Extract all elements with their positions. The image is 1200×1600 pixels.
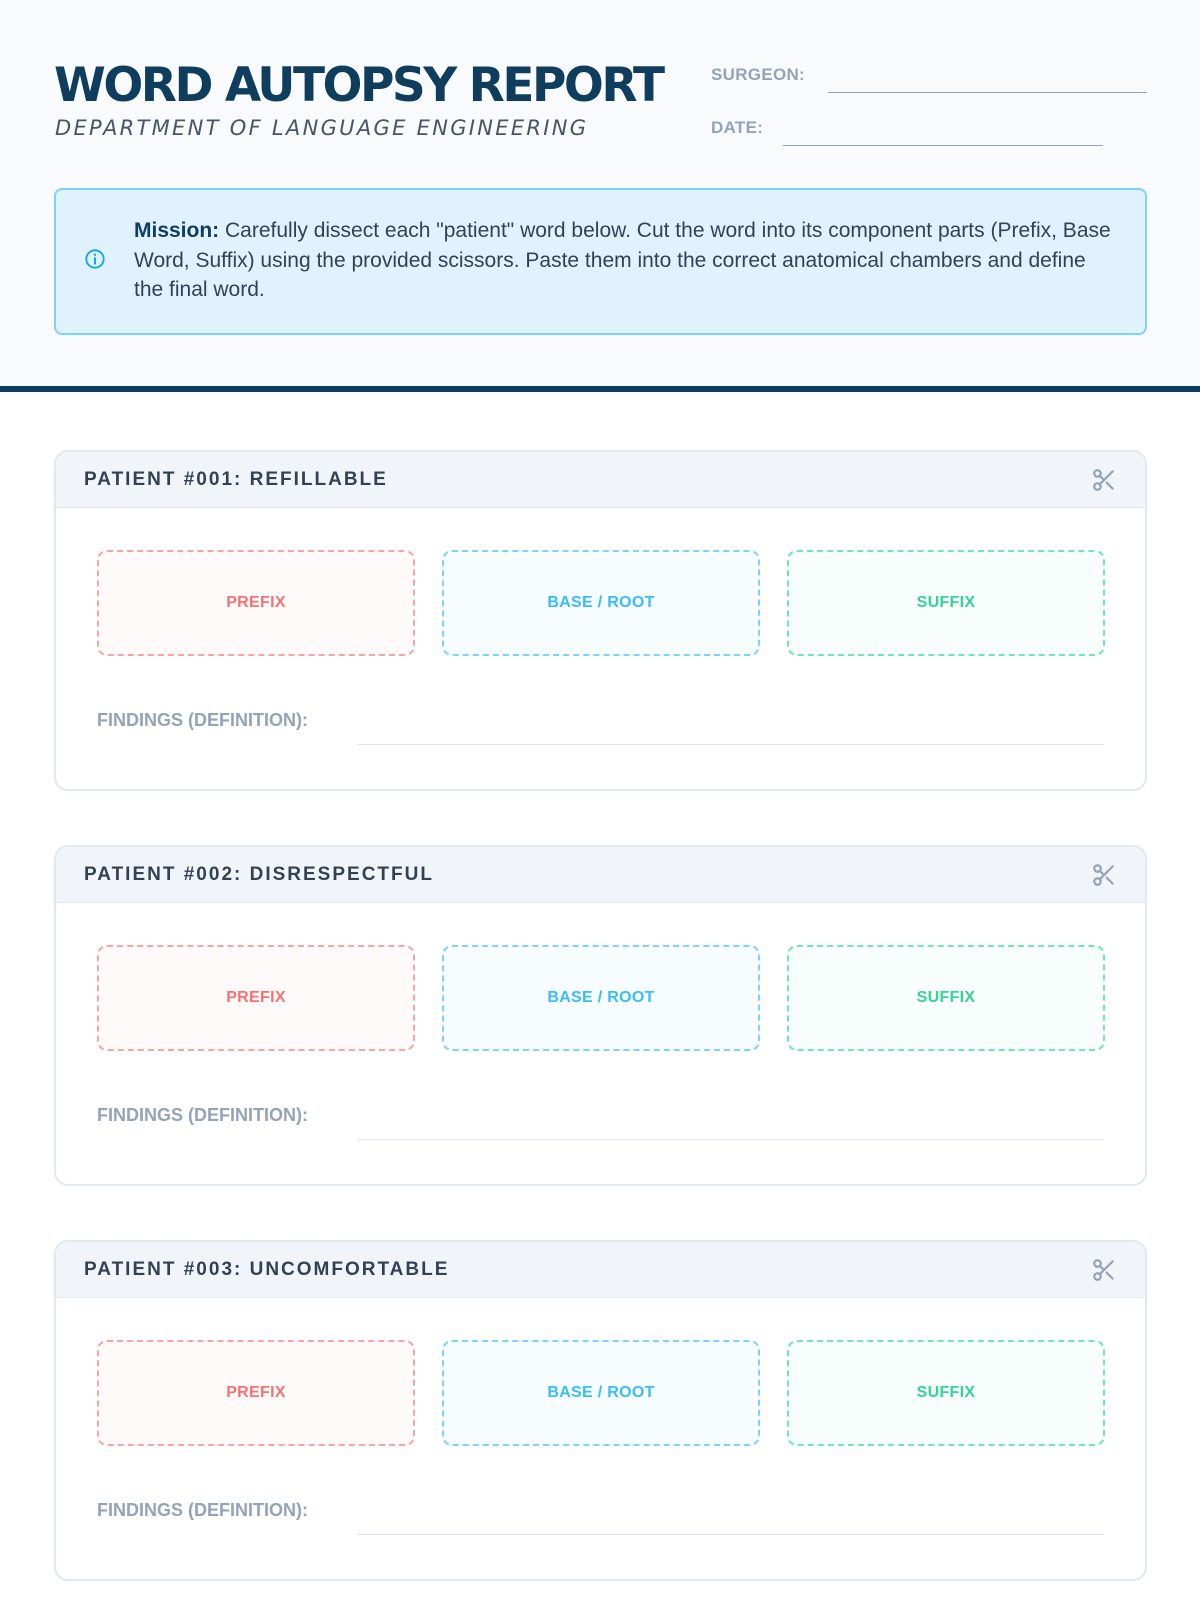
mission-body: Carefully dissect each "patient" word below. Cut the word into its component parts (Prefix, Base Word, Suffix) using the provided scissors. Paste them into the correct anatomical chambers and define the final word. — [134, 219, 1111, 301]
prefix-chamber[interactable] — [97, 1340, 415, 1446]
mission-box — [54, 188, 1147, 335]
report-header — [0, 0, 1200, 392]
suffix-chamber[interactable] — [787, 945, 1105, 1051]
base-chamber[interactable] — [442, 945, 760, 1051]
patient-header — [56, 847, 1145, 903]
mission-text — [134, 216, 1114, 305]
prefix-label: PREFIX — [226, 989, 286, 1006]
mission-lead: Mission: — [134, 219, 220, 242]
base-label: BASE / ROOT — [547, 989, 655, 1006]
base-chamber[interactable] — [442, 1340, 760, 1446]
findings-label: FINDINGS (DEFINITION): — [97, 1105, 308, 1125]
suffix-label: SUFFIX — [916, 989, 976, 1006]
prefix-label: PREFIX — [226, 1384, 286, 1401]
findings-label: FINDINGS (DEFINITION): — [97, 1500, 308, 1520]
prefix-chamber[interactable] — [97, 550, 415, 656]
date-label: DATE: — [711, 118, 764, 137]
suffix-chamber[interactable] — [787, 550, 1105, 656]
suffix-label: SUFFIX — [916, 1384, 976, 1401]
surgeon-label: SURGEON: — [711, 65, 806, 84]
patient-card — [54, 1240, 1147, 1581]
patient-title: PATIENT #001: REFILLABLE — [84, 469, 388, 490]
patient-card — [54, 845, 1147, 1186]
suffix-label: SUFFIX — [916, 594, 976, 611]
suffix-chamber[interactable] — [787, 1340, 1105, 1446]
findings-field[interactable] — [357, 744, 1104, 745]
date-field[interactable] — [783, 145, 1103, 146]
scissors-icon[interactable] — [1091, 467, 1117, 493]
prefix-label: PREFIX — [226, 594, 286, 611]
scissors-icon[interactable] — [1091, 1257, 1117, 1283]
info-icon — [84, 248, 106, 270]
base-chamber[interactable] — [442, 550, 760, 656]
base-label: BASE / ROOT — [547, 594, 655, 611]
patient-header — [56, 1242, 1145, 1298]
patient-title: PATIENT #002: DISRESPECTFUL — [84, 864, 434, 885]
patient-title: PATIENT #003: UNCOMFORTABLE — [84, 1259, 450, 1280]
findings-field[interactable] — [357, 1139, 1104, 1140]
findings-label: FINDINGS (DEFINITION): — [97, 710, 308, 730]
page-subtitle: DEPARTMENT OF LANGUAGE ENGINEERING — [55, 116, 589, 140]
base-label: BASE / ROOT — [547, 1384, 655, 1401]
patient-header — [56, 452, 1145, 508]
patient-card — [54, 450, 1147, 791]
findings-field[interactable] — [357, 1534, 1104, 1535]
scissors-icon[interactable] — [1091, 862, 1117, 888]
page-title: WORD AUTOPSY REPORT — [54, 58, 663, 113]
prefix-chamber[interactable] — [97, 945, 415, 1051]
surgeon-field[interactable] — [828, 92, 1147, 93]
